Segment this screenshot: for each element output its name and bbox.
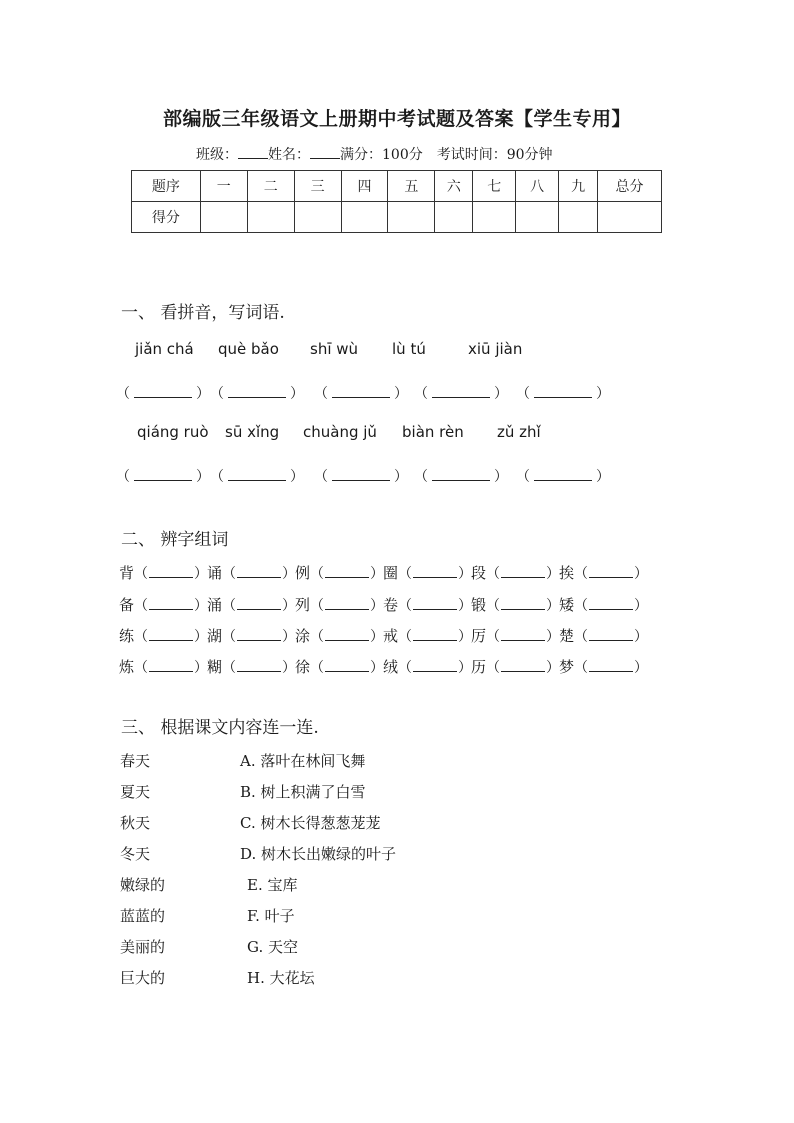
pinyin-item: qiáng ruò [137,423,209,441]
score-cell[interactable] [247,202,294,233]
word-blank[interactable] [413,661,457,672]
class-blank[interactable] [238,146,268,159]
word-group-item: 圈（ ） [383,564,473,582]
word-blank[interactable] [413,630,457,641]
word-group-item: 绒（ ） [383,658,473,676]
pinyin-item: xiū jiàn [468,340,523,358]
word-blank[interactable] [325,661,369,672]
word-char: 湖 [207,627,223,645]
score-cell[interactable] [294,202,341,233]
word-blank[interactable] [413,599,457,610]
match-left-item[interactable]: 蓝蓝的 [120,907,166,925]
word-blank[interactable] [149,661,193,672]
pinyin-item: chuàng jǔ [303,423,377,441]
word-blank[interactable] [149,630,193,641]
match-left-item[interactable]: 冬天 [120,845,151,863]
pinyin-item: biàn rèn [402,423,464,441]
pinyin-item: què bǎo [218,340,279,358]
word-char: 备 [119,596,135,614]
word-group-item: 湖（ ） [207,627,297,645]
match-left-item[interactable]: 嫩绿的 [120,876,166,894]
word-group-item: 诵（ ） [207,564,297,582]
word-group-item: 备（ ） [119,596,209,614]
match-left-item[interactable]: 美丽的 [120,938,166,956]
score-header: 八 [516,171,559,202]
answer-blank[interactable]: （ ） [314,469,408,485]
word-char: 列 [295,596,311,614]
score-header: 七 [473,171,516,202]
word-char: 炼 [119,658,135,676]
score-cell[interactable] [435,202,473,233]
score-table [131,170,662,233]
word-group-item: 涌（ ） [207,596,297,614]
word-blank[interactable] [237,661,281,672]
pinyin-item: lù tú [392,340,426,358]
word-blank[interactable] [501,567,545,578]
word-group-item: 挨（ ） [559,564,649,582]
word-group-item: 列（ ） [295,596,385,614]
word-char: 挨 [559,564,575,582]
word-blank[interactable] [149,599,193,610]
word-char: 背 [119,564,135,582]
word-char: 诵 [207,564,223,582]
page-title: 部编版三年级语文上册期中考试题及答案【学生专用】 [162,108,631,130]
score-value-row [132,202,662,233]
exam-time: 考试时间：90分钟 [436,147,553,163]
word-blank[interactable] [589,661,633,672]
match-left-item[interactable]: 夏天 [120,783,151,801]
match-right-item[interactable]: G. 天空 [247,938,298,956]
word-group-item: 炼（ ） [119,658,209,676]
word-group-item: 徐（ ） [295,658,385,676]
word-char: 卷 [383,596,399,614]
word-group-item: 戒（ ） [383,627,473,645]
section3-title: 三、 根据课文内容连一连. [121,718,319,738]
word-char: 梦 [559,658,575,676]
match-left-item[interactable]: 巨大的 [120,969,166,987]
score-cell[interactable] [559,202,598,233]
word-blank[interactable] [237,567,281,578]
word-char: 涂 [295,627,311,645]
word-char: 矮 [559,596,575,614]
word-group-item: 矮（ ） [559,596,649,614]
class-label: 班级： [196,147,238,163]
word-group-item: 练（ ） [119,627,209,645]
pinyin-item: sū xǐng [225,423,280,441]
match-right-item[interactable]: B. 树上积满了白雪 [240,783,366,801]
word-group-item: 楚（ ） [559,627,649,645]
answer-blank[interactable]: （ ） [210,469,304,485]
word-blank[interactable] [237,599,281,610]
word-blank[interactable] [589,599,633,610]
answer-blank[interactable]: （ ） [210,386,304,402]
full-score: 满分：100分 [340,147,423,163]
word-group-item: 涂（ ） [295,627,385,645]
word-group-item: 卷（ ） [383,596,473,614]
word-group-item: 厉（ ） [471,627,561,645]
score-header: 五 [388,171,435,202]
answer-blank[interactable]: （ ） [116,469,210,485]
word-group-item: 梦（ ） [559,658,649,676]
word-blank[interactable] [237,630,281,641]
score-header: 总分 [598,171,662,202]
word-char: 厉 [471,627,487,645]
word-blank[interactable] [589,567,633,578]
word-char: 历 [471,658,487,676]
section1-title: 一、 看拼音，写词语. [121,303,285,323]
match-right-item[interactable]: C. 树木长得葱葱茏茏 [240,814,381,832]
word-char: 锻 [471,596,487,614]
word-char: 戒 [383,627,399,645]
word-group-item: 背（ ） [119,564,209,582]
match-right-item[interactable]: A. 落叶在林间飞舞 [240,752,366,770]
word-char: 绒 [383,658,399,676]
answer-blank[interactable]: （ ） [116,386,210,402]
pinyin-item: jiǎn chá [135,340,194,358]
score-header: 九 [559,171,598,202]
answer-blank[interactable]: （ ） [516,469,610,485]
word-blank[interactable] [589,630,633,641]
word-group-item: 历（ ） [471,658,561,676]
word-char: 涌 [207,596,223,614]
word-group-item: 糊（ ） [207,658,297,676]
score-header: 六 [435,171,473,202]
word-char: 圈 [383,564,399,582]
word-blank[interactable] [413,567,457,578]
match-right-item[interactable]: F. 叶子 [247,907,295,925]
word-group-item: 锻（ ） [471,596,561,614]
score-header: 四 [341,171,388,202]
word-char: 徐 [295,658,311,676]
answer-blank[interactable]: （ ） [516,386,610,402]
word-blank[interactable] [501,661,545,672]
score-header: 一 [200,171,247,202]
pinyin-item: zǔ zhǐ [497,423,541,441]
score-header: 二 [247,171,294,202]
match-left-item[interactable]: 春天 [120,752,151,770]
score-header-row [132,171,662,202]
name-blank[interactable] [310,146,340,159]
word-char: 糊 [207,658,223,676]
word-blank[interactable] [501,630,545,641]
score-cell[interactable] [473,202,516,233]
answer-blank[interactable]: （ ） [414,386,508,402]
match-right-item[interactable]: H. 大花坛 [247,969,315,987]
score-cell[interactable] [516,202,559,233]
score-header: 三 [294,171,341,202]
name-label: 姓名： [268,147,310,163]
word-blank[interactable] [325,567,369,578]
word-group-item: 段（ ） [471,564,561,582]
word-blank[interactable] [325,599,369,610]
section2-title: 二、 辨字组词 [121,530,229,550]
score-cell[interactable] [341,202,388,233]
score-cell[interactable] [598,202,662,233]
word-blank[interactable] [149,567,193,578]
score-row-label: 得分 [132,202,201,233]
word-char: 例 [295,564,311,582]
score-cell[interactable] [388,202,435,233]
match-left-item[interactable]: 秋天 [120,814,151,832]
word-char: 段 [471,564,487,582]
match-right-item[interactable]: D. 树木长出嫩绿的叶子 [240,845,397,863]
score-cell[interactable] [200,202,247,233]
word-blank[interactable] [325,630,369,641]
score-header: 题序 [132,171,201,202]
match-right-item[interactable]: E. 宝库 [247,876,298,894]
word-char: 楚 [559,627,575,645]
answer-blank[interactable]: （ ） [314,386,408,402]
word-char: 练 [119,627,135,645]
exam-info [196,144,553,164]
answer-blank[interactable]: （ ） [414,469,508,485]
word-group-item: 例（ ） [295,564,385,582]
pinyin-item: shī wù [310,340,359,358]
word-blank[interactable] [501,599,545,610]
